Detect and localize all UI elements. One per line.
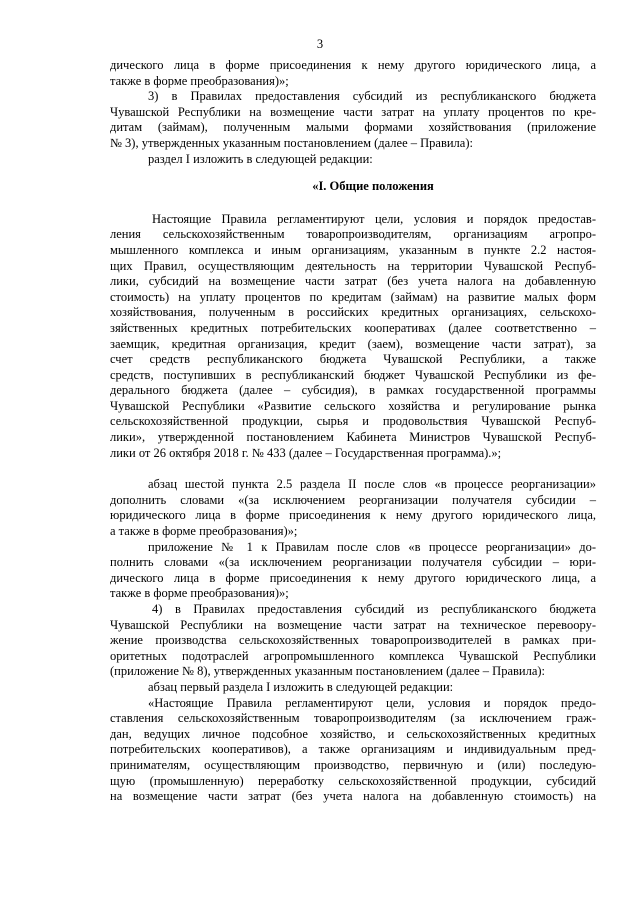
text-line: Настоящие Правила регламентируют цели, условия и порядок предостав- (152, 211, 596, 226)
text-line: средств, поступивших в республиканский бюджет Чувашской Республики из фе- (110, 367, 596, 382)
paragraph-new-wording (110, 696, 596, 805)
text-line: дерального бюджета (далее – субсидия), в рамках государственной программы (110, 383, 596, 398)
text-line: юридического лица в форме присоединения к нему другого юридического лица, (110, 508, 596, 523)
page-number: 3 (316, 37, 324, 51)
text-line: дан, ведущих личное подсобное хозяйство, и сельскохозяйственных кредитных (110, 726, 596, 741)
text-line: счет средств республиканского бюджета Чувашской Республики, а также (110, 352, 596, 367)
text-line: заемщик, кредитная организация, кредит (заем), возмещение части затрат), за (110, 336, 596, 351)
paragraph-continuation (110, 58, 596, 89)
text-line: ставления сельскохозяйственным товаропроизводителям (за исключением граж- (110, 711, 596, 726)
text-line: лики от 26 октября 2018 г. № 433 (далее – Государственная программа).»; (110, 445, 502, 460)
text-line: мышленного комплекса и иным организациям, указанным в пункте 2.2 настоя- (110, 242, 596, 257)
text-line: лики, субсидий на возмещение части затрат (без учета налога на добавленную (110, 274, 596, 289)
text-line: дитам (займам), полученным малыми формами хозяйствования (приложение (110, 120, 596, 135)
text-line: Чувашской Республики на возмещение части затрат на уплату процентов по кре- (110, 104, 596, 119)
paragraph-appendix-1 (110, 540, 596, 602)
text-line: зяйственных кредитных потребительских кооперативах (далее соответственно – (110, 320, 596, 335)
text-line: ления сельскохозяйственным товаропроизводителям, организациям агропро- (110, 227, 596, 242)
text-line: дического лица в форме присоединения к нему другого юридического лица, а (110, 58, 596, 72)
paragraph-section-instruction (110, 152, 596, 168)
text-line: дополнить словами «(за исключением реорганизации получателя субсидии – (110, 492, 596, 507)
section-heading: «I. Общие положения (312, 179, 434, 194)
text-line: дического лица в форме присоединения к нему другого юридического лица, а (110, 570, 596, 585)
text-line: абзац шестой пункта 2.5 раздела II после слов «в процессе реорганизации» (148, 477, 596, 492)
text-line: Чувашской Республики «Развитие сельского хозяйства и регулирование рынка (110, 398, 596, 413)
text-line: лики», утвержденной постановлением Кабинета Министров Чувашской Респуб- (110, 430, 596, 445)
text-line: принимателям, осуществляющим производство, первичную и (или) последую- (110, 757, 596, 772)
text-line: на возмещение части затрат (без учета налога на добавленную стоимость) на (110, 789, 596, 804)
paragraph-item-4 (110, 602, 596, 680)
text-line: также в форме преобразования)»; (110, 73, 289, 88)
text-line: «Настоящие Правила регламентируют цели, условия и порядок предо- (148, 695, 596, 710)
text-line: потребительских кооперативов), а также организациям и индивидуальным пред- (110, 742, 596, 757)
text-line: № 3), утвержденных указанным постановлением (далее – Правила): (110, 135, 473, 150)
text-line: щую (промышленную) переработку сельскохозяйственной продукции, субсидий (110, 773, 596, 788)
paragraph-item-3 (110, 89, 596, 151)
text-line: абзац первый раздела I изложить в следующей редакции: (148, 679, 454, 694)
text-line: 3) в Правилах предоставления субсидий из республиканского бюджета (148, 89, 596, 104)
text-line: также в форме преобразования)»; (110, 586, 289, 601)
text-line: стоимость) на уплату процентов по кредитам (займам) на развитие малых форм (110, 289, 596, 304)
text-line: (приложение № 8), утвержденных указанным постановлением (далее – Правила): (110, 664, 546, 679)
text-line: щих Правил, осуществляющим деятельность на территории Чувашской Респуб- (110, 258, 596, 273)
paragraph-amendment-2-5 (110, 477, 596, 539)
text-line: хозяйствования, полученным в российских кредитных организациях, сельскохо- (110, 305, 596, 320)
text-line: жение производства сельскохозяйственных товаропроизводителей в рамках при- (110, 633, 596, 648)
text-line: Чувашской Республики на возмещение части затрат на техническое перевоору- (110, 617, 596, 632)
text-line: оритетных подотраслей агропромышленного комплекса Чувашской Республики (110, 648, 596, 663)
text-line: полнить словами «(за исключением реорганизации получателя субсидии – юри- (110, 555, 596, 570)
text-line: раздел I изложить в следующей редакции: (148, 151, 373, 166)
text-line: сельскохозяйственной продукции, сырья и продовольствия Чувашской Респуб- (110, 414, 596, 429)
paragraph-section-instruction-2 (110, 680, 596, 696)
document-body (110, 58, 596, 805)
text-line: 4) в Правилах предоставления субсидий из республиканского бюджета (152, 602, 596, 616)
text-line: приложение № 1 к Правилам после слов «в процессе реорганизации» до- (148, 539, 596, 554)
text-line: а также в форме преобразования)»; (110, 524, 298, 539)
paragraph-general-provisions (110, 212, 596, 462)
